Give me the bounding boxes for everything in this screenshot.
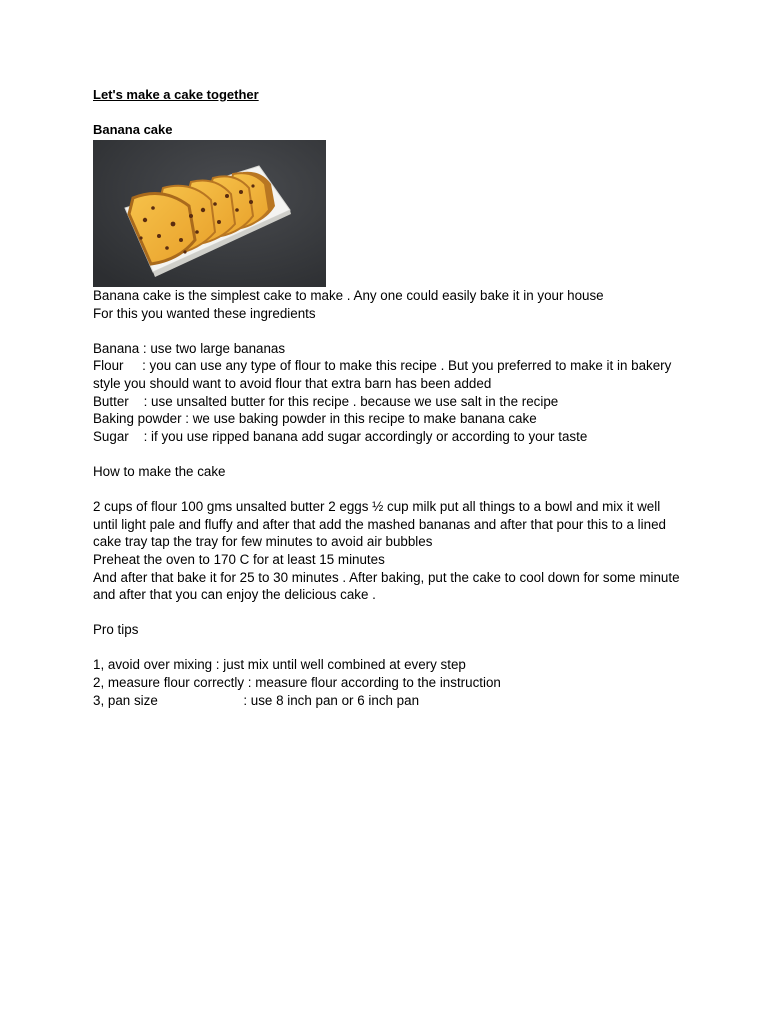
spacer <box>93 481 683 499</box>
intro-line: For this you wanted these ingredients <box>93 305 316 321</box>
ingredients-list <box>93 340 683 446</box>
tips-list <box>93 656 683 709</box>
ingredient-banana: Banana : use two large bananas <box>93 340 286 356</box>
howto-step: And after that bake it for 25 to 30 minutes . After baking, put the cake to cool down for some minute and after that you can enjoy the delicious cake . <box>93 569 680 603</box>
ingredient-baking-powder: Baking powder : we use baking powder in this recipe to make banana cake <box>93 411 537 427</box>
tip-item: 1, avoid over mixing : just mix until well combined at every step <box>93 657 466 673</box>
banana-cake-photo <box>93 140 326 287</box>
spacer <box>93 445 683 463</box>
howto-heading: How to make the cake <box>93 463 226 479</box>
tip-item: 2, measure flour correctly : measure flour according to the instruction <box>93 675 501 691</box>
howto-steps <box>93 498 683 604</box>
ingredient-butter: Butter : use unsalted butter for this recipe . because we use salt in the recipe <box>93 393 559 409</box>
howto-step: Preheat the oven to 170 C for at least 15 minutes <box>93 551 385 567</box>
ingredient-flour: Flour : you can use any type of flour to make this recipe . But you preferred to make it in bakery style you should want to avoid flour that extra barn has been added <box>93 358 676 391</box>
ingredient-sugar: Sugar : if you use ripped banana add sugar accordingly or according to your taste <box>93 428 588 444</box>
document-title: Let's make a cake together <box>93 87 259 102</box>
spacer <box>93 604 683 622</box>
tips-heading: Pro tips <box>93 622 139 638</box>
tip-item: 3, pan size : use 8 inch pan or 6 inch pan <box>93 692 420 708</box>
intro-line: Banana cake is the simplest cake to make . Any one could easily bake it in your house <box>93 288 604 303</box>
recipe-title: Banana cake <box>93 122 173 137</box>
document-page <box>93 86 683 709</box>
spacer <box>93 322 683 340</box>
spacer <box>93 639 683 657</box>
intro-text <box>93 287 683 322</box>
howto-step: 2 cups of flour 100 gms unsalted butter 2 eggs ½ cup milk put all things to a bowl and mix it well until light pale and fluffy and after that add the mashed bananas and after that pour this to a lined cake tray tap the tray for few minutes to avoid air bubbles <box>93 499 666 550</box>
